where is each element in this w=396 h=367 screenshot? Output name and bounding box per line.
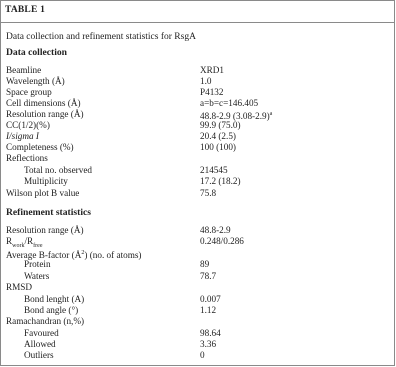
table-row (0, 175, 395, 187)
row-label: Resolution range (Å) (6, 225, 84, 235)
row-label: $R_{work}/R_{free}$ (6, 236, 43, 249)
row-label: Cell dimensions (Å) (6, 98, 81, 108)
row-label: Wilson plot B value (6, 188, 80, 198)
row-value: 75.8 (200, 188, 217, 198)
row-value: 20.4 (2.5) (200, 131, 236, 141)
row-label: Completeness (%) (6, 142, 74, 152)
row-value: 17.2 (18.2) (200, 176, 241, 186)
row-value: 1.0 (200, 76, 212, 86)
table-row (0, 152, 395, 164)
row-label: Multiplicity (24, 176, 68, 186)
row-value: 48.8-2.9 $(3.08-2.9)^a$ (200, 111, 273, 122)
row-label: Bond angle (°) (24, 305, 79, 315)
row-label: Total no. observed (24, 165, 92, 175)
row-value: 78.7 (200, 271, 217, 281)
row-value: 48.8-2.9 (200, 225, 231, 235)
table-row (0, 258, 395, 270)
row-value: 99.9 (75.0) (200, 120, 241, 130)
row-label: Waters (24, 271, 50, 281)
row-label: Average B-factor $(Å^2)$ (no. of atoms) (6, 250, 142, 261)
table-row (0, 281, 395, 293)
row-value: 0 (200, 350, 205, 360)
row-label: Reflections (6, 153, 48, 163)
row-label: Bond lenght (A) (24, 294, 85, 304)
row-label: I/sigma I (6, 131, 39, 141)
table-label: TABLE 1 (5, 5, 46, 15)
row-label: RMSD (6, 282, 33, 292)
row-value: 1.12 (200, 305, 217, 315)
section-data-collection: Data collection (6, 47, 68, 58)
table-row (0, 349, 395, 361)
row-value: 89 (200, 259, 210, 269)
row-value: 98.64 (200, 328, 221, 338)
table-caption: Data collection and refinement statistics for RsgA (6, 32, 196, 42)
row-label: Allowed (24, 339, 56, 349)
row-value: XRD1 (200, 65, 224, 75)
row-value: 0.007 (200, 294, 221, 304)
row-label: Space group (6, 87, 52, 97)
row-value: 3.36 (200, 339, 217, 349)
table-row (0, 235, 395, 247)
row-label: Outliers (24, 350, 54, 360)
table-row (0, 315, 395, 327)
row-label: Resolution range (Å) (6, 109, 84, 119)
row-label: Beamline (6, 65, 42, 75)
table-header (0, 0, 395, 23)
section-refinement: Refinement statistics (6, 207, 91, 218)
row-label: Protein (24, 259, 51, 269)
row-value: 100 (100) (200, 142, 236, 152)
row-value: P4132 (200, 87, 224, 97)
row-value: a=b=c=146.405 (200, 98, 259, 108)
row-value: 0.248/0.286 (200, 236, 244, 246)
row-label: Wavelength (Å) (6, 76, 65, 86)
row-value: 214545 (200, 165, 228, 175)
table-row (0, 187, 395, 199)
row-label: Favoured (24, 328, 59, 338)
row-label: Ramachandran (n,%) (6, 316, 85, 326)
row-label: CC(1/2)(%) (6, 120, 50, 130)
